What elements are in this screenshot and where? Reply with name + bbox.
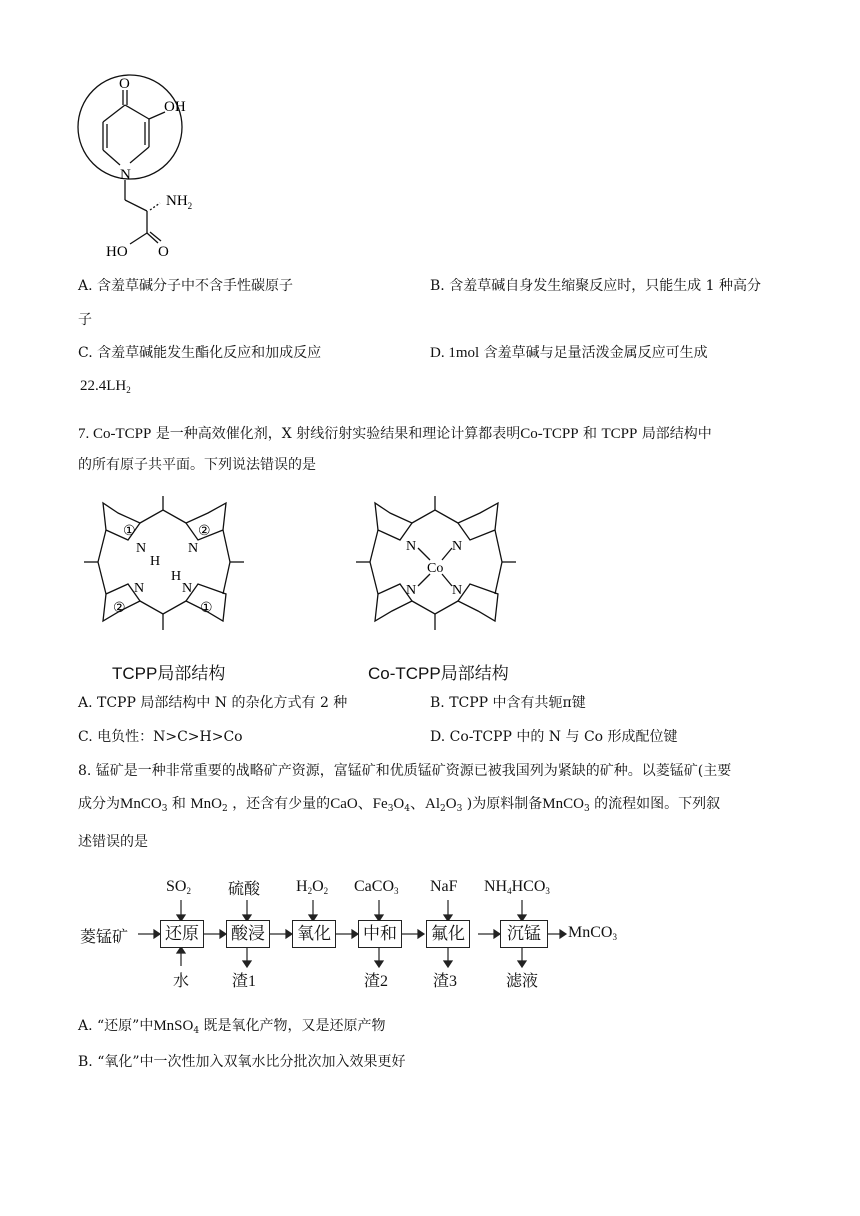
process-flowchart — [78, 872, 638, 992]
q6-option-b: B. 含羞草碱自身发生缩聚反应时，只能生成 1 种高分 — [430, 278, 761, 294]
flow-end-product: MnCO$_3$ — [568, 924, 617, 942]
svg-text:N: N — [406, 539, 417, 554]
atom-NH2: $NH_2$ — [166, 193, 193, 211]
flow-step-precipitate: 沉锰 — [500, 920, 548, 948]
q7-option-a: A. TCPP 局部结构中 N 的杂化方式有 2 种 — [78, 695, 348, 711]
svg-text:N: N — [406, 583, 417, 598]
svg-text:N: N — [182, 581, 193, 596]
q7-stem-line1: 7. Co-TCPP 是一种高效催化剂，X 射线衍射实验结果和理论计算都表明Co-TCPP 和 TCPP 局部结构中 — [78, 426, 712, 442]
q6-option-b-cont: 子 — [78, 312, 92, 328]
atom-N: N — [120, 167, 131, 183]
flow-step-neutralize: 中和 — [358, 920, 402, 948]
flow-step-reduce: 还原 — [160, 920, 204, 948]
q7-option-d: D. Co-TCPP 中的 N 与 Co 形成配位键 — [430, 729, 678, 745]
tcpp-structure — [78, 488, 268, 688]
q8-stem-line2: 成分为MnCO$_3$ 和 MnO$_2$ ，还含有少量的CaO、$Fe_3O_4$、$Al_2O_3$ )为原料制备MnCO$_3$ 的流程如图。下列叙 — [78, 796, 721, 814]
flow-input-h2o2: $H_2O_2$ — [296, 878, 329, 896]
flow-output-residue3: 渣3 — [433, 973, 458, 990]
flow-step-oxidize: 氧化 — [292, 920, 336, 948]
flow-input-so2: $SO_2$ — [166, 878, 191, 896]
flow-output-water: 水 — [173, 973, 190, 990]
atom-HO: HO — [106, 244, 128, 260]
svg-text:H: H — [171, 569, 182, 584]
flow-output-residue2: 渣2 — [364, 973, 389, 990]
flow-output-filtrate: 滤液 — [506, 973, 539, 990]
co-tcpp-caption: Co-TCPP局部结构 — [368, 664, 509, 683]
q8-stem-line3: 述错误的是 — [78, 834, 148, 850]
svg-text:N: N — [452, 539, 463, 554]
q6-option-a: A. 含羞草碱分子中不含手性碳原子 — [78, 278, 294, 294]
svg-text:Co: Co — [427, 561, 444, 576]
q6-option-d-cont: $22.4LH_2$ — [80, 378, 131, 395]
atom-OH: OH — [164, 99, 186, 115]
q6-option-d: D. 1mol 含羞草碱与足量活泼金属反应可生成 — [430, 345, 708, 361]
flow-start: 菱锰矿 — [80, 929, 129, 946]
svg-text:H: H — [150, 554, 161, 569]
flow-input-nh4hco3: $NH_4HCO_3$ — [484, 878, 550, 896]
flow-step-fluorinate: 氟化 — [426, 920, 470, 948]
flow-input-sulfuric-acid: 硫酸 — [228, 881, 261, 898]
ring-highlight-circle — [78, 75, 182, 179]
mimosine-structure — [70, 70, 250, 270]
svg-text:②: ② — [113, 601, 126, 616]
q7-option-c: C. 电负性：N>C>H>Co — [78, 729, 243, 745]
flow-input-caco3: CaCO$_3$ — [354, 878, 399, 896]
q8-stem-line1: 8. 锰矿是一种非常重要的战略矿产资源，富锰矿和优质锰矿资源已被我国列为紧缺的矿种。以菱锰矿(主要 — [78, 763, 732, 779]
flow-input-naf: NaF — [430, 878, 458, 895]
atom-O: O — [119, 76, 130, 92]
svg-text:N: N — [452, 583, 463, 598]
tcpp-caption: TCPP局部结构 — [112, 664, 226, 683]
q7-option-b: B. TCPP 中含有共轭π键 — [430, 695, 586, 711]
q7-stem-line2: 的所有原子共平面。下列说法错误的是 — [78, 457, 316, 473]
atom-O-carbonyl: O — [158, 244, 169, 260]
flow-output-residue1: 渣1 — [232, 973, 257, 990]
q8-option-a: A. “还原”中MnSO$_4$ 既是氧化产物，又是还原产物 — [78, 1018, 386, 1036]
q6-option-c: C. 含羞草碱能发生酯化反应和加成反应 — [78, 345, 322, 361]
svg-text:①: ① — [123, 524, 136, 539]
q8-option-b: B. “氧化”中一次性加入双氧水比分批次加入效果更好 — [78, 1054, 406, 1070]
co-tcpp-structure — [350, 488, 540, 688]
svg-text:N: N — [134, 581, 145, 596]
svg-text:②: ② — [198, 524, 211, 539]
svg-text:①: ① — [200, 601, 213, 616]
svg-text:N: N — [136, 541, 147, 556]
svg-text:N: N — [188, 541, 199, 556]
flow-step-acid-leach: 酸浸 — [226, 920, 270, 948]
